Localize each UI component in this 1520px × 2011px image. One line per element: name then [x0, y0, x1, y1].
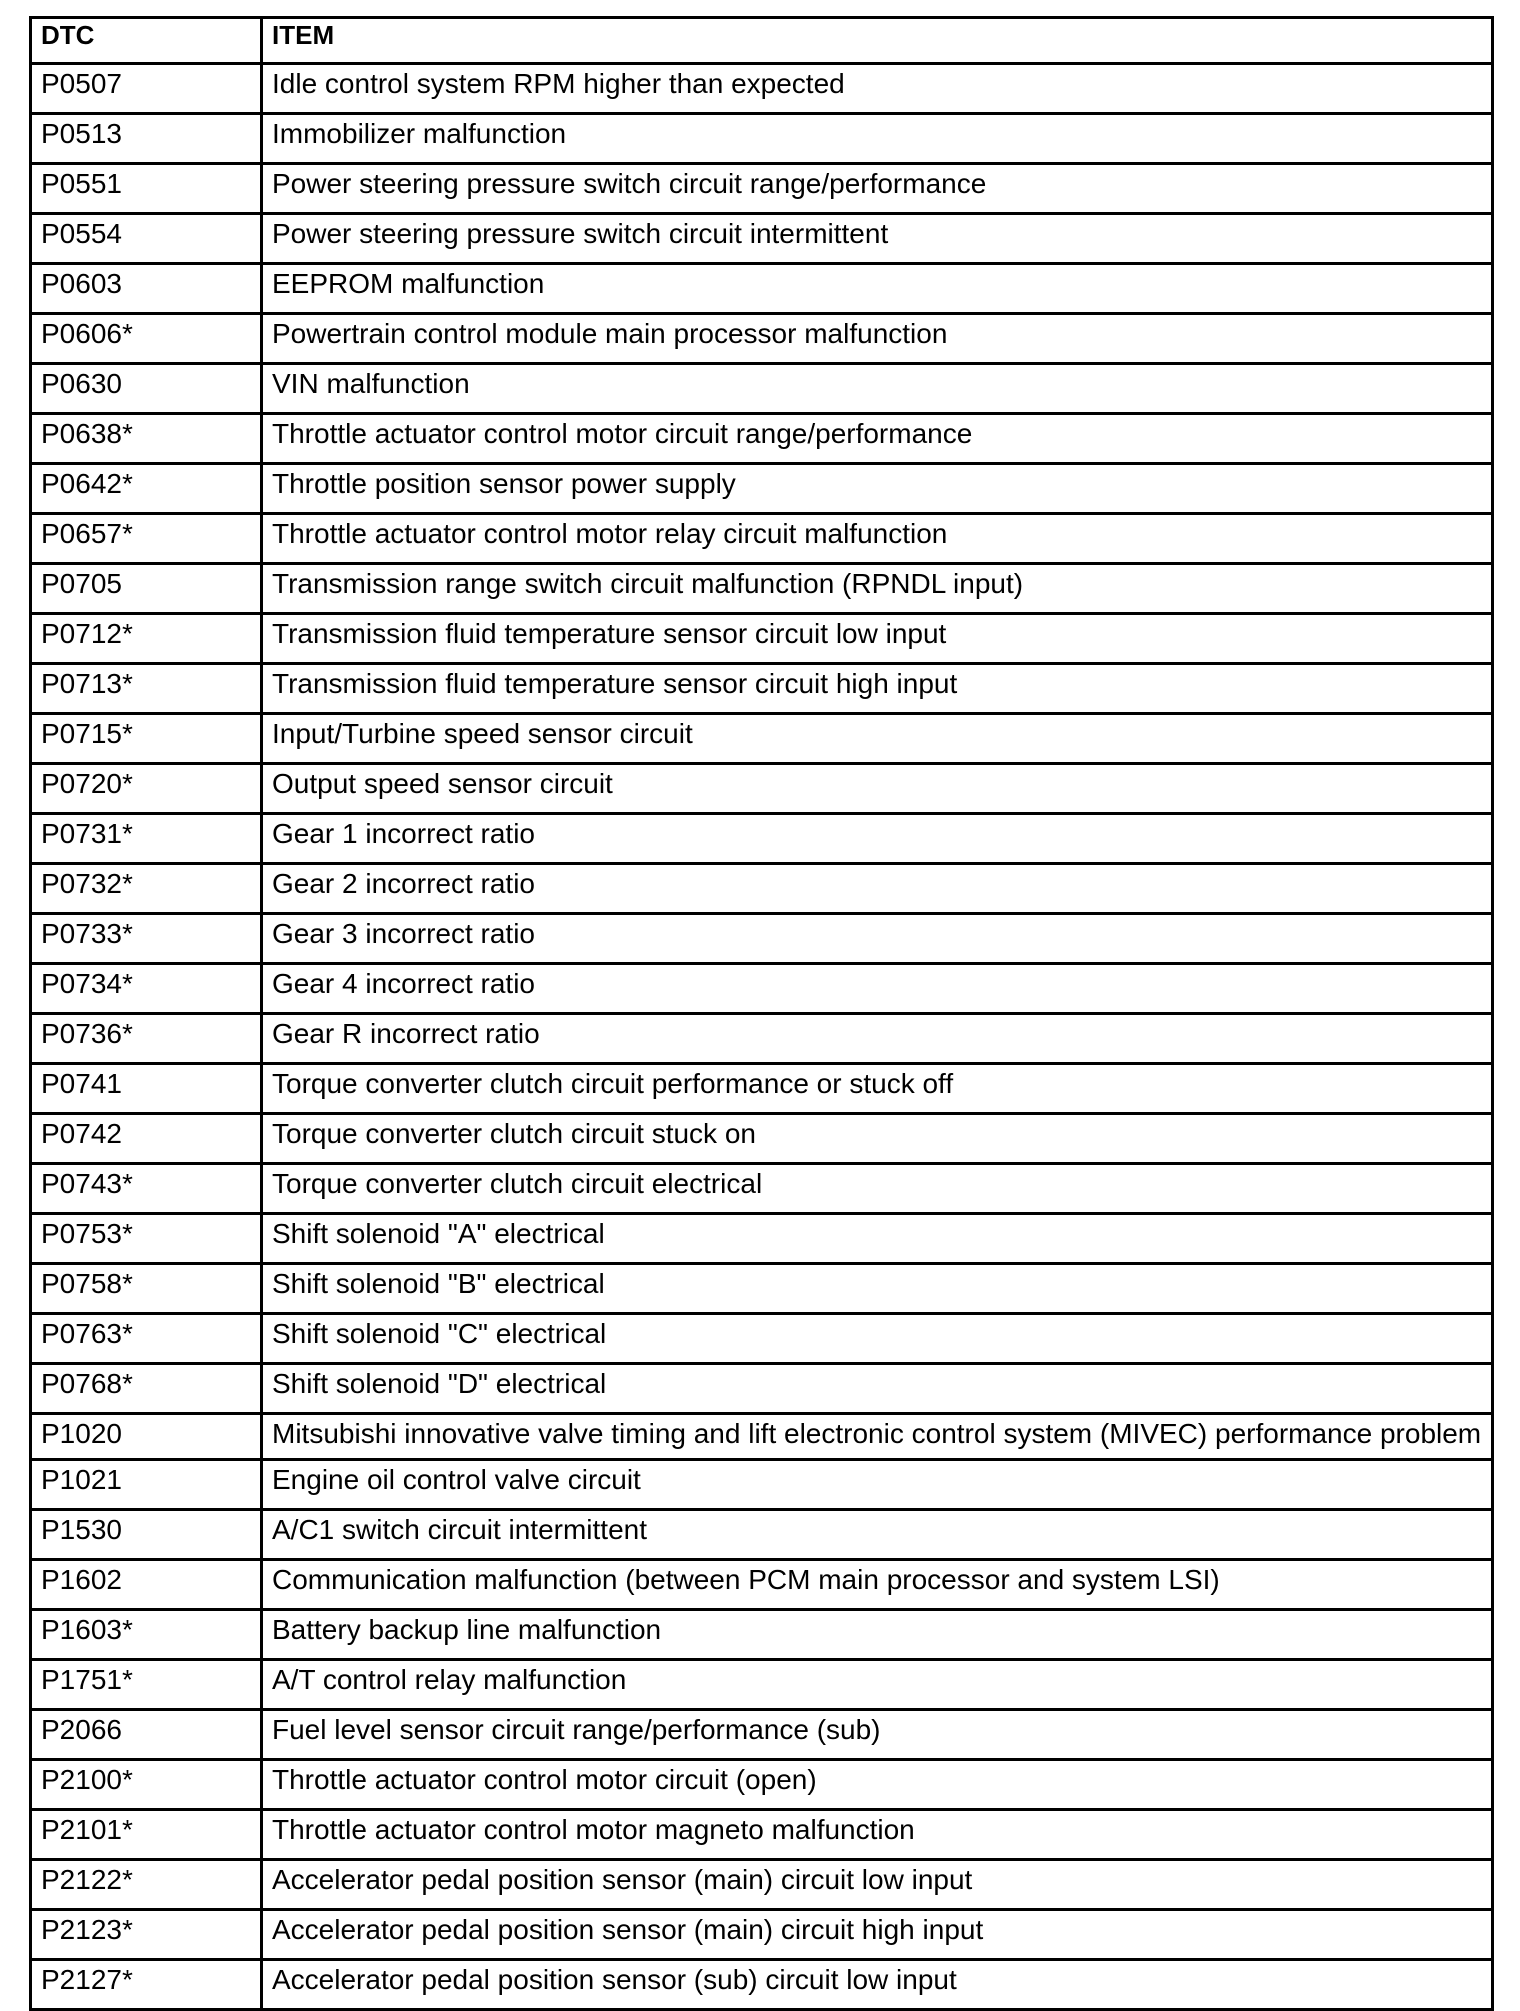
table-row: [31, 214, 1493, 264]
table-row: [31, 1560, 1493, 1610]
table-row: [31, 714, 1493, 764]
dtc-code-cell: P2101*: [31, 1810, 262, 1860]
table-row: [31, 814, 1493, 864]
table-row: [31, 1710, 1493, 1760]
dtc-code-cell: P0736*: [31, 1014, 262, 1064]
header-item: ITEM: [262, 18, 1493, 64]
table-row: [31, 1014, 1493, 1064]
table-row: [31, 1510, 1493, 1560]
dtc-item-cell: Transmission fluid temperature sensor circuit high input: [262, 664, 1493, 714]
dtc-code-cell: P0638*: [31, 414, 262, 464]
table-row: [31, 114, 1493, 164]
dtc-item-cell: Communication malfunction (between PCM main processor and system LSI): [262, 1560, 1493, 1610]
dtc-item-cell: Fuel level sensor circuit range/performance (sub): [262, 1710, 1493, 1760]
dtc-item-cell: Gear 3 incorrect ratio: [262, 914, 1493, 964]
dtc-code-cell: P0733*: [31, 914, 262, 964]
dtc-code-cell: P2066: [31, 1710, 262, 1760]
dtc-code-cell: P0753*: [31, 1214, 262, 1264]
dtc-code-cell: P0743*: [31, 1164, 262, 1214]
table-row: [31, 864, 1493, 914]
dtc-item-cell: Torque converter clutch circuit performance or stuck off: [262, 1064, 1493, 1114]
table-row: [31, 314, 1493, 364]
dtc-code-cell: P0551: [31, 164, 262, 214]
table-row: [31, 264, 1493, 314]
dtc-code-cell: P0513: [31, 114, 262, 164]
table-row: [31, 764, 1493, 814]
dtc-code-cell: P1020: [31, 1414, 262, 1460]
dtc-code-cell: P0712*: [31, 614, 262, 664]
dtc-table: [29, 16, 1494, 2011]
table-row: [31, 1264, 1493, 1314]
table-row: [31, 364, 1493, 414]
dtc-code-cell: P0657*: [31, 514, 262, 564]
dtc-item-cell: Output speed sensor circuit: [262, 764, 1493, 814]
dtc-item-cell: Power steering pressure switch circuit intermittent: [262, 214, 1493, 264]
dtc-item-cell: Powertrain control module main processor malfunction: [262, 314, 1493, 364]
dtc-item-cell: Throttle actuator control motor magneto malfunction: [262, 1810, 1493, 1860]
dtc-code-cell: P0742: [31, 1114, 262, 1164]
dtc-code-cell: P0630: [31, 364, 262, 414]
dtc-item-cell: Accelerator pedal position sensor (main) circuit high input: [262, 1910, 1493, 1960]
dtc-code-cell: P1603*: [31, 1610, 262, 1660]
dtc-item-cell: VIN malfunction: [262, 364, 1493, 414]
dtc-item-cell: A/C1 switch circuit intermittent: [262, 1510, 1493, 1560]
header-row: [31, 18, 1493, 64]
dtc-code-cell: P0713*: [31, 664, 262, 714]
dtc-code-cell: P0734*: [31, 964, 262, 1014]
table-row: [31, 64, 1493, 114]
dtc-code-cell: P1530: [31, 1510, 262, 1560]
dtc-code-cell: P0768*: [31, 1364, 262, 1414]
dtc-item-cell: Throttle actuator control motor circuit range/performance: [262, 414, 1493, 464]
dtc-item-cell: Accelerator pedal position sensor (main) circuit low input: [262, 1860, 1493, 1910]
table-row: [31, 1164, 1493, 1214]
dtc-code-cell: P0758*: [31, 1264, 262, 1314]
dtc-item-cell: A/T control relay malfunction: [262, 1660, 1493, 1710]
dtc-item-cell: Torque converter clutch circuit electrical: [262, 1164, 1493, 1214]
dtc-item-cell: Shift solenoid "B" electrical: [262, 1264, 1493, 1314]
table-row: [31, 1214, 1493, 1264]
dtc-item-cell: Gear 1 incorrect ratio: [262, 814, 1493, 864]
table-row: [31, 1960, 1493, 2010]
dtc-item-cell: Torque converter clutch circuit stuck on: [262, 1114, 1493, 1164]
table-row: [31, 964, 1493, 1014]
dtc-item-cell: Engine oil control valve circuit: [262, 1460, 1493, 1510]
dtc-code-cell: P0603: [31, 264, 262, 314]
dtc-item-cell: Throttle position sensor power supply: [262, 464, 1493, 514]
table-row: [31, 1910, 1493, 1960]
dtc-code-cell: P0731*: [31, 814, 262, 864]
dtc-item-cell: Gear 2 incorrect ratio: [262, 864, 1493, 914]
dtc-code-cell: P2123*: [31, 1910, 262, 1960]
dtc-item-cell: EEPROM malfunction: [262, 264, 1493, 314]
dtc-item-cell: Shift solenoid "A" electrical: [262, 1214, 1493, 1264]
dtc-item-cell: Accelerator pedal position sensor (sub) circuit low input: [262, 1960, 1493, 2010]
dtc-code-cell: P0554: [31, 214, 262, 264]
dtc-code-cell: P0741: [31, 1064, 262, 1114]
dtc-item-cell: Transmission fluid temperature sensor circuit low input: [262, 614, 1493, 664]
dtc-code-cell: P2122*: [31, 1860, 262, 1910]
dtc-code-cell: P1021: [31, 1460, 262, 1510]
table-row: [31, 1314, 1493, 1364]
dtc-item-cell: Battery backup line malfunction: [262, 1610, 1493, 1660]
dtc-item-cell: Transmission range switch circuit malfunction (RPNDL input): [262, 564, 1493, 614]
table-row: [31, 1114, 1493, 1164]
dtc-code-cell: P0715*: [31, 714, 262, 764]
dtc-code-cell: P0720*: [31, 764, 262, 814]
table-row: [31, 1660, 1493, 1710]
dtc-item-cell: Gear 4 incorrect ratio: [262, 964, 1493, 1014]
dtc-code-cell: P2127*: [31, 1960, 262, 2010]
dtc-item-cell: Mitsubishi innovative valve timing and lift electronic control system (MIVEC) performance problem: [262, 1414, 1493, 1460]
header-dtc: DTC: [31, 18, 262, 64]
table-row: [31, 614, 1493, 664]
table-row: [31, 1610, 1493, 1660]
dtc-code-cell: P2100*: [31, 1760, 262, 1810]
table-row: [31, 414, 1493, 464]
dtc-code-cell: P1751*: [31, 1660, 262, 1710]
table-header: [31, 18, 1493, 64]
dtc-code-cell: P0732*: [31, 864, 262, 914]
dtc-code-cell: P1602: [31, 1560, 262, 1610]
dtc-item-cell: Throttle actuator control motor circuit (open): [262, 1760, 1493, 1810]
dtc-item-cell: Shift solenoid "D" electrical: [262, 1364, 1493, 1414]
table-row: [31, 1810, 1493, 1860]
dtc-code-cell: P0705: [31, 564, 262, 614]
dtc-item-cell: Throttle actuator control motor relay circuit malfunction: [262, 514, 1493, 564]
table-row: [31, 164, 1493, 214]
dtc-item-cell: Idle control system RPM higher than expected: [262, 64, 1493, 114]
dtc-item-cell: Gear R incorrect ratio: [262, 1014, 1493, 1064]
table-row: [31, 464, 1493, 514]
dtc-code-cell: P0507: [31, 64, 262, 114]
table-row: [31, 514, 1493, 564]
table-row: [31, 664, 1493, 714]
dtc-item-cell: Shift solenoid "C" electrical: [262, 1314, 1493, 1364]
table-row: [31, 1414, 1493, 1460]
table-row: [31, 1760, 1493, 1810]
dtc-code-cell: P0606*: [31, 314, 262, 364]
dtc-item-cell: Power steering pressure switch circuit range/performance: [262, 164, 1493, 214]
table-body: [31, 64, 1493, 2010]
dtc-code-cell: P0642*: [31, 464, 262, 514]
table-row: [31, 1460, 1493, 1510]
table-row: [31, 1064, 1493, 1114]
table-row: [31, 564, 1493, 614]
table-row: [31, 914, 1493, 964]
dtc-item-cell: Input/Turbine speed sensor circuit: [262, 714, 1493, 764]
table-row: [31, 1860, 1493, 1910]
dtc-item-cell: Immobilizer malfunction: [262, 114, 1493, 164]
dtc-code-cell: P0763*: [31, 1314, 262, 1364]
table-row: [31, 1364, 1493, 1414]
